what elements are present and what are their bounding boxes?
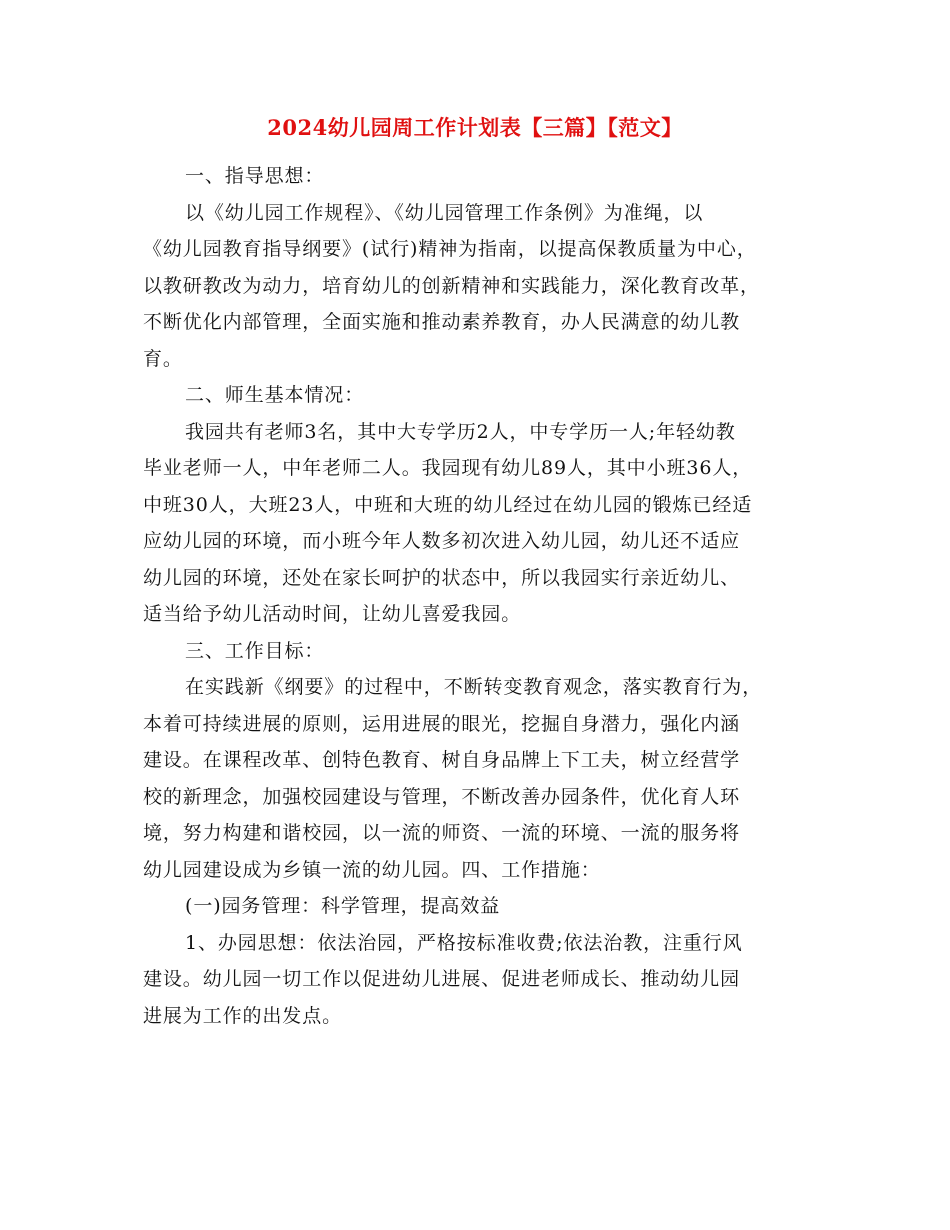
body-paragraph	[143, 414, 813, 633]
section-heading	[143, 888, 813, 925]
body-paragraph	[143, 195, 813, 378]
text-line: 以《幼儿园工作规程》、《幼儿园管理工作条例》为准绳，以	[185, 201, 704, 224]
body-paragraph	[143, 669, 813, 888]
text-line: 应幼儿园的环境，而小班今年人数多初次进入幼儿园，幼儿还不适应	[143, 530, 741, 552]
text-line: 育。	[143, 347, 183, 370]
section-heading	[143, 158, 813, 195]
text-line: 幼儿园建设成为乡镇一流的幼儿园。四、工作措施：	[143, 858, 601, 881]
text-line: 中班30人，大班23人，中班和大班的幼儿经过在幼儿园的锻炼已经适	[143, 493, 753, 516]
text-line: 在实践新《纲要》的过程中，不断转变教育观念，落实教育行为，	[185, 676, 763, 698]
text-line: (一)园务管理：科学管理，提高效益	[185, 895, 501, 917]
text-line: 适当给予幼儿活动时间，让幼儿喜爱我园。	[143, 603, 522, 625]
text-line: 1、办园思想：依法治园，严格按标准收费;依法治教，注重行风	[185, 931, 743, 954]
text-line: 境，努力构建和谐校园，以一流的师资、一流的环境、一流的服务将	[143, 822, 741, 844]
text-line: 毕业老师一人，中年老师二人。我园现有幼儿89人，其中小班36人，	[143, 457, 753, 479]
body-paragraph	[143, 925, 813, 1035]
text-line: 幼儿园的环境，还处在家长呵护的状态中，所以我园实行亲近幼儿、	[143, 566, 741, 589]
text-line: 二、师生基本情况：	[185, 384, 365, 406]
text-line: 以教研教改为动力，培育幼儿的创新精神和实践能力，深化教育改革，	[143, 274, 760, 297]
text-line: 建设。幼儿园一切工作以促进幼儿进展、促进老师成长、推动幼儿园	[143, 968, 741, 990]
document-body	[143, 158, 813, 1034]
section-heading	[143, 633, 813, 670]
text-line: 一、指导思想：	[185, 165, 325, 187]
text-line: 三、工作目标：	[185, 639, 325, 662]
text-line: 进展为工作的出发点。	[143, 1004, 343, 1027]
text-line: 《幼儿园教育指导纲要》(试行)精神为指南，以提高保教质量为中心，	[143, 238, 757, 260]
text-line: 不断优化内部管理，全面实施和推动素养教育，办人民满意的幼儿教	[143, 311, 741, 333]
text-line: 本着可持续进展的原则，运用进展的眼光，挖掘自身潜力，强化内涵	[143, 712, 741, 735]
text-line: 校的新理念，加强校园建设与管理，不断改善办园条件，优化育人环	[143, 785, 741, 808]
text-line: 我园共有老师3名，其中大专学历2人，中专学历一人;年轻幼教	[185, 420, 736, 443]
text-line: 建设。在课程改革、创特色教育、树自身品牌上下工夫，树立经营学	[143, 749, 741, 771]
section-heading	[143, 377, 813, 414]
document-title: 2024幼儿园周工作计划表【三篇】【范文】	[267, 115, 683, 140]
